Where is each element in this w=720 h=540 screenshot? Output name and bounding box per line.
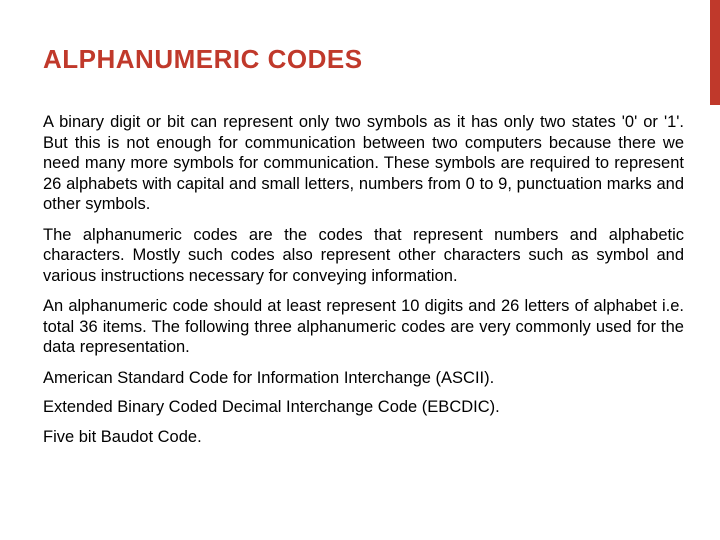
code-item-ascii: American Standard Code for Information Interchange (ASCII). (43, 368, 495, 387)
paragraph-minimum-representation: An alphanumeric code should at least represent 10 digits and 26 letters of alphabet i.e. total 36 items. The following three alphanumeric codes are very commonly used for the data representation. (43, 297, 684, 356)
code-item-ebcdic: Extended Binary Coded Decimal Interchange Code (EBCDIC). (43, 398, 500, 416)
paragraph-binary-digit: A binary digit or bit can represent only two symbols as it has only two states '0' or '1'. But this is not enough for communication between two computers because there we need many more symbols for communication. These symbols are required to represent 26 alphabets with capital and small letters, numbers from 0 to 9, punctuation marks and other symbols. (43, 113, 684, 213)
slide-body (43, 112, 684, 456)
slide-title: ALPHANUMERIC CODES (43, 44, 363, 74)
accent-bar (710, 0, 720, 105)
paragraph-alphanumeric-definition: The alphanumeric codes are the codes that represent numbers and alphabetic characters. Mostly such codes also represent other characters such as symbol and various instructions necessary for conveying information. (43, 225, 684, 285)
code-item-baudot: Five bit Baudot Code. (43, 427, 202, 446)
